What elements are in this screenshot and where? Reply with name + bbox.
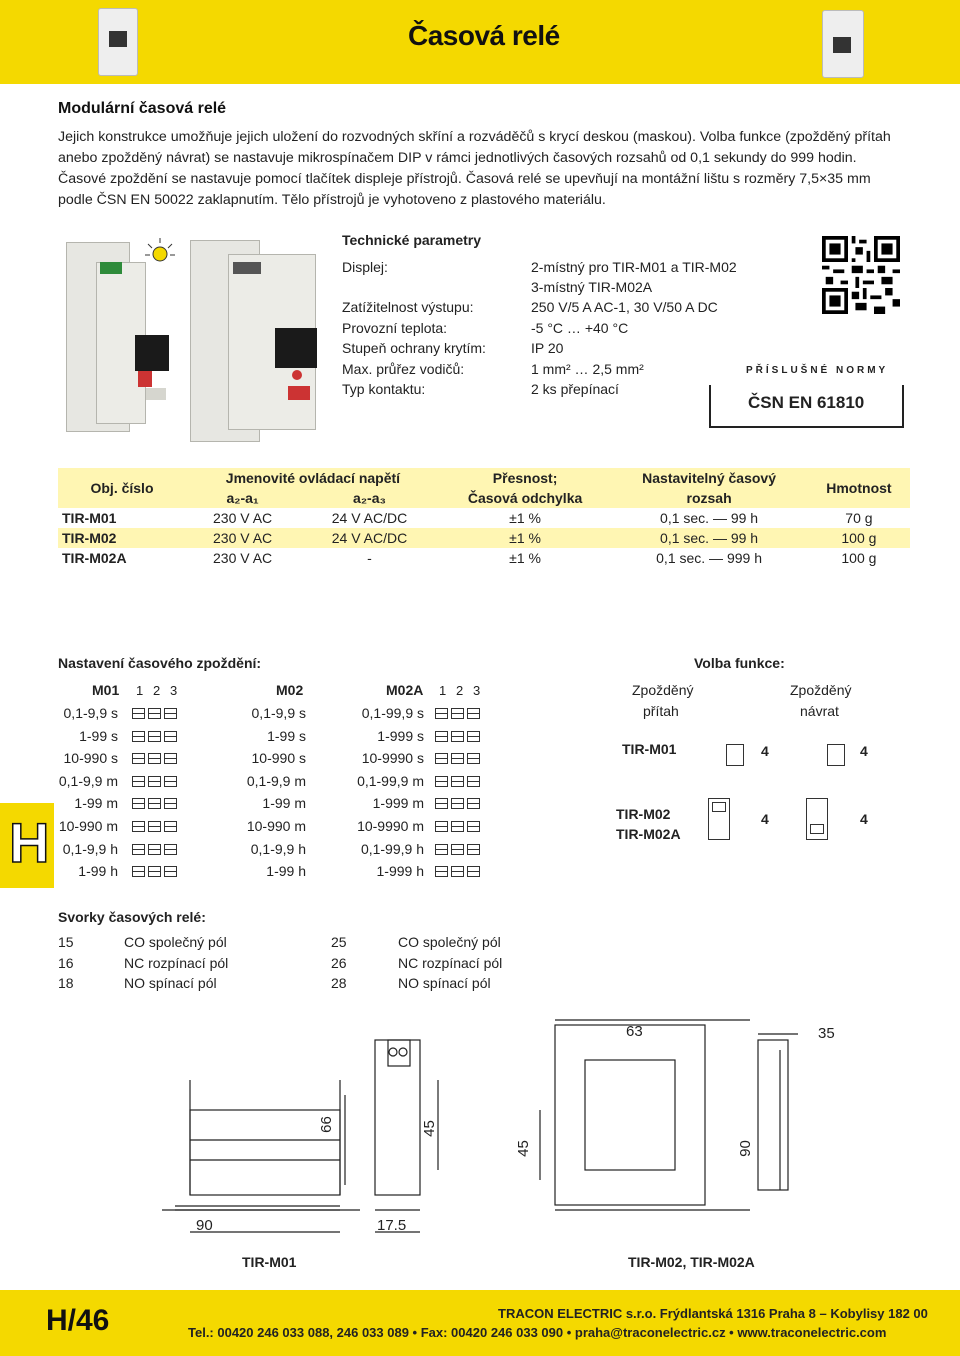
tech-label: Typ kontaktu: bbox=[342, 381, 426, 397]
dip-switch-lever bbox=[451, 776, 464, 787]
terminal-desc: NC rozpínací pól bbox=[124, 955, 229, 971]
table-header-row bbox=[58, 468, 910, 488]
dip-switch-icon bbox=[132, 753, 177, 764]
delay-range: 0,1-9,9 h bbox=[62, 840, 118, 857]
dip-switch-lever bbox=[132, 753, 145, 764]
norms-value: ČSN EN 61810 bbox=[748, 393, 865, 412]
delay-range: 0,1-9,9 h bbox=[250, 840, 306, 857]
dip-switch-lever bbox=[451, 798, 464, 809]
delay-range: 1-999 s bbox=[377, 727, 424, 744]
func-value: 4 bbox=[761, 743, 769, 759]
dip-switch-lever bbox=[164, 776, 177, 787]
m02-header: M02 bbox=[276, 682, 304, 698]
terminal-desc: NO spínací pól bbox=[398, 975, 491, 991]
dim-63: 63 bbox=[626, 1023, 643, 1040]
footer-contact[interactable]: Tel.: 00420 246 033 088, 246 033 089 • Fax: 00420 246 033 090 • praha@traconelectric.cz • www.traconelectric.com bbox=[188, 1325, 887, 1340]
header-range-2: rozsah bbox=[610, 488, 808, 508]
delay-range: 1-99 h bbox=[266, 863, 306, 880]
tech-label: Max. průřez vodičů: bbox=[342, 361, 465, 377]
dip-switch-icon bbox=[435, 753, 480, 764]
tech-label: Zatížitelnost výstupu: bbox=[342, 299, 474, 315]
func-col1-line1: Zpožděný bbox=[632, 682, 694, 698]
cell-a2a1: 230 V AC bbox=[186, 528, 299, 548]
dip-switch-icon bbox=[435, 866, 480, 877]
dip-switch-lever bbox=[132, 866, 145, 877]
cell-code: TIR-M02A bbox=[58, 548, 186, 568]
dip-switch-lever bbox=[467, 731, 480, 742]
dip-switch-lever bbox=[164, 821, 177, 832]
cell-accuracy: ±1 % bbox=[440, 528, 610, 548]
func-title: Volba funkce: bbox=[694, 655, 785, 671]
delay-range: 10-9990 m bbox=[357, 818, 424, 834]
terminal-number: 18 bbox=[58, 975, 74, 991]
dip-num: 3 bbox=[473, 683, 481, 698]
func-value: 4 bbox=[860, 811, 868, 827]
dip-switch-icon bbox=[132, 866, 177, 877]
dip-switch-lever bbox=[148, 798, 161, 809]
dim-45b: 45 bbox=[514, 1140, 532, 1157]
header-range-1: Nastavitelný časový bbox=[610, 468, 808, 488]
table-row bbox=[58, 528, 910, 548]
dip-switch-lever bbox=[467, 844, 480, 855]
cell-code: TIR-M02 bbox=[58, 528, 186, 548]
dip-switch-lever bbox=[148, 821, 161, 832]
dip-num: 1 bbox=[136, 683, 144, 698]
dim-35: 35 bbox=[818, 1025, 835, 1042]
cell-a2a3: - bbox=[299, 548, 440, 568]
terminal-number: 16 bbox=[58, 955, 74, 971]
terminal-number: 25 bbox=[331, 934, 347, 950]
dip-switch-lever bbox=[451, 708, 464, 719]
delay-title: Nastavení časového zpoždění: bbox=[58, 655, 262, 671]
delay-range: 0,1-9,9 s bbox=[63, 705, 118, 721]
dip-switch-lever bbox=[148, 844, 161, 855]
product-thumbnail-left bbox=[98, 8, 138, 76]
dip-switch-lever bbox=[467, 708, 480, 719]
dim-17-5: 17.5 bbox=[377, 1217, 407, 1234]
delay-range: 10-990 m bbox=[58, 818, 118, 834]
func-col2-line2: návrat bbox=[800, 703, 839, 719]
terminal-number: 26 bbox=[331, 955, 347, 971]
lightbulb-icon bbox=[142, 234, 178, 270]
delay-range: 10-990 s bbox=[251, 750, 306, 767]
tech-label: Provozní teplota: bbox=[342, 320, 448, 336]
dip-switch-lever bbox=[164, 708, 177, 719]
dip-switch-lever bbox=[132, 708, 145, 719]
dip-switch-lever bbox=[712, 802, 726, 812]
dip-switch-lever bbox=[148, 776, 161, 787]
dip-switch-icon bbox=[132, 798, 177, 809]
delay-range: 0,1-99,9 h bbox=[360, 840, 424, 857]
tech-value: -5 °C … +40 °C bbox=[531, 320, 629, 336]
func-row-m02a: TIR-M02A bbox=[616, 826, 681, 842]
delay-range: 1-99 m bbox=[262, 795, 306, 812]
cell-a2a3: 24 V AC/DC bbox=[299, 508, 440, 528]
dip-switch-icon bbox=[132, 731, 177, 742]
func-value: 4 bbox=[761, 811, 769, 827]
dip-switch-lever bbox=[467, 866, 480, 877]
dip-switch-icon bbox=[435, 798, 480, 809]
dip-switch-icon bbox=[132, 776, 177, 787]
section-title: Modulární časová relé bbox=[58, 100, 227, 117]
header-voltage: Jmenovité ovládací napětí bbox=[186, 468, 440, 488]
delay-range: 0,1-9,9 m bbox=[246, 772, 306, 789]
dip-switch-lever bbox=[164, 866, 177, 877]
cell-weight: 100 g bbox=[808, 548, 910, 568]
delay-range: 10-9990 s bbox=[361, 750, 424, 767]
dip-num: 2 bbox=[153, 683, 161, 698]
dip-switch-icon bbox=[435, 776, 480, 787]
dip-switch-icon bbox=[435, 708, 480, 719]
dip-switch-lever bbox=[451, 844, 464, 855]
terminal-number: 15 bbox=[58, 934, 74, 950]
m02a-header: M02A bbox=[386, 682, 424, 698]
header-a2a3: a₂-a₃ bbox=[299, 488, 440, 508]
terminal-number: 28 bbox=[331, 975, 347, 991]
dip-switch-lever bbox=[467, 753, 480, 764]
dip-switch-lever bbox=[451, 866, 464, 877]
tech-value: 1 mm² … 2,5 mm² bbox=[531, 361, 644, 377]
dim-66: 66 bbox=[317, 1116, 335, 1133]
dip-switch-lever bbox=[467, 821, 480, 832]
dip-switch-lever bbox=[435, 798, 448, 809]
product-thumbnail-right bbox=[822, 10, 864, 78]
dip-num: 2 bbox=[456, 683, 464, 698]
dip-switch-icon bbox=[827, 744, 845, 766]
tech-params-title: Technické parametry bbox=[342, 232, 482, 248]
dip-switch-lever bbox=[435, 753, 448, 764]
terminals-title: Svorky časových relé: bbox=[58, 909, 206, 925]
header-accuracy-2: Časová odchylka bbox=[440, 488, 610, 508]
dip-switch-lever bbox=[451, 821, 464, 832]
intro-paragraph: Jejich konstrukce umožňuje jejich uložení do rozvodných skříní a rozváděčů s krycí deskou (maskou). Volba funkce (zpožděný přítah anebo zpožděný návrat) se nastavuje mikrospínačem DIP v rámci jednotlivých časových rozsahů od 0,1 sekundy do 999 hodin. Časové zpoždění se nastavuje pomocí tlačítek displeje přístrojů. Časová relé se upevňují na montážní lištu s rozměry 7,5×35 mm podle ČSN EN 50022 zaklapnutím. Tělo přístrojů je vyhotoveno z plastového materiálu. bbox=[58, 129, 891, 208]
delay-range: 1-99 s bbox=[79, 727, 118, 744]
dim-90b: 90 bbox=[736, 1140, 754, 1157]
header-accuracy-1: Přesnost; bbox=[440, 468, 610, 488]
dip-switch-lever bbox=[132, 821, 145, 832]
tech-value: 2-místný pro TIR-M01 a TIR-M02 bbox=[531, 259, 737, 275]
dip-switch-lever bbox=[435, 844, 448, 855]
dip-switch-lever bbox=[148, 753, 161, 764]
dip-switch-lever bbox=[132, 731, 145, 742]
dip-switch-icon bbox=[132, 708, 177, 719]
page-title: Časová relé bbox=[408, 20, 560, 51]
cell-range: 0,1 sec. — 999 h bbox=[610, 548, 808, 568]
dip-switch-lever bbox=[435, 866, 448, 877]
tech-value: 250 V/5 A AC-1, 30 V/50 A DC bbox=[531, 299, 718, 315]
dip-switch-lever bbox=[132, 776, 145, 787]
dip-switch-lever bbox=[132, 798, 145, 809]
tech-value: 3-místný TIR-M02A bbox=[531, 279, 653, 295]
footer-bar bbox=[0, 1290, 960, 1356]
dip-switch-icon bbox=[435, 731, 480, 742]
dip-switch-lever bbox=[164, 753, 177, 764]
delay-range: 1-999 h bbox=[376, 863, 424, 880]
dip-switch-lever bbox=[164, 798, 177, 809]
norms-caption: PŘÍSLUŠNÉ NORMY bbox=[746, 365, 889, 376]
footer-address: TRACON ELECTRIC s.r.o. Frýdlantská 1316 Praha 8 – Kobylisy 182 00 bbox=[498, 1306, 928, 1321]
dip-num: 3 bbox=[170, 683, 178, 698]
dip-switch-icon bbox=[435, 844, 480, 855]
dim-45: 45 bbox=[420, 1120, 438, 1137]
dip-switch-lever bbox=[435, 708, 448, 719]
dip-switch-lever bbox=[148, 866, 161, 877]
header-a2a1: a₂-a₁ bbox=[186, 488, 299, 508]
dip-switch-lever bbox=[467, 776, 480, 787]
delay-range: 1-999 m bbox=[372, 795, 424, 812]
terminal-desc: CO společný pól bbox=[398, 934, 501, 950]
dip-switch-icon bbox=[726, 744, 744, 766]
cell-code: TIR-M01 bbox=[58, 508, 186, 528]
table-header-row bbox=[58, 488, 910, 508]
terminal-desc: CO společný pól bbox=[124, 934, 227, 950]
dip-switch-lever bbox=[148, 708, 161, 719]
delay-range: 0,1-9,9 m bbox=[58, 772, 118, 789]
dip-switch-lever bbox=[435, 821, 448, 832]
cell-range: 0,1 sec. — 99 h bbox=[610, 508, 808, 528]
delay-range: 0,1-9,9 s bbox=[251, 705, 306, 721]
dip-switch-lever bbox=[451, 731, 464, 742]
dip-switch-lever bbox=[132, 844, 145, 855]
dip-num: 1 bbox=[439, 683, 447, 698]
func-col2-line1: Zpožděný bbox=[790, 682, 852, 698]
header-obj: Obj. číslo bbox=[58, 468, 186, 508]
tech-value: 2 ks přepínací bbox=[531, 381, 619, 397]
delay-range: 10-990 m bbox=[246, 818, 306, 834]
dip-switch-lever bbox=[435, 776, 448, 787]
dip-switch-lever bbox=[451, 753, 464, 764]
func-row-m01: TIR-M01 bbox=[622, 741, 677, 757]
section-tab-letter: H bbox=[9, 811, 50, 874]
tech-value: IP 20 bbox=[531, 340, 564, 356]
dim-90: 90 bbox=[196, 1217, 213, 1234]
dip-switch-lever bbox=[148, 731, 161, 742]
delay-range: 1-99 s bbox=[267, 727, 306, 744]
terminal-desc: NO spínací pól bbox=[124, 975, 217, 991]
delay-range: 0,1-99,9 m bbox=[357, 772, 424, 789]
qr-code[interactable] bbox=[822, 236, 900, 314]
cell-accuracy: ±1 % bbox=[440, 548, 610, 568]
page-number: H/46 bbox=[46, 1304, 110, 1337]
dip-switch-lever bbox=[810, 824, 824, 834]
func-value: 4 bbox=[860, 743, 868, 759]
cell-a2a3: 24 V AC/DC bbox=[299, 528, 440, 548]
cell-weight: 100 g bbox=[808, 528, 910, 548]
cell-a2a1: 230 V AC bbox=[186, 548, 299, 568]
delay-range: 0,1-99,9 s bbox=[361, 705, 424, 721]
drawing-caption-m01: TIR-M01 bbox=[242, 1254, 297, 1270]
tech-label: Stupeň ochrany krytím: bbox=[342, 340, 486, 356]
tech-label: Displej: bbox=[342, 259, 388, 275]
cell-accuracy: ±1 % bbox=[440, 508, 610, 528]
order-table bbox=[58, 468, 910, 568]
dip-switch-lever bbox=[164, 731, 177, 742]
dip-switch-lever bbox=[164, 844, 177, 855]
func-row-m02: TIR-M02 bbox=[616, 806, 671, 822]
dip-switch-icon bbox=[132, 844, 177, 855]
cell-weight: 70 g bbox=[808, 508, 910, 528]
dip-switch-lever bbox=[435, 731, 448, 742]
dip-switch-icon bbox=[132, 821, 177, 832]
terminal-desc: NC rozpínací pól bbox=[398, 955, 503, 971]
table-row bbox=[58, 548, 910, 568]
cell-a2a1: 230 V AC bbox=[186, 508, 299, 528]
dimension-drawing bbox=[150, 1010, 800, 1250]
delay-range: 10-990 s bbox=[63, 750, 118, 767]
delay-range: 1-99 m bbox=[74, 795, 118, 812]
dip-switch-lever bbox=[467, 798, 480, 809]
func-col1-line2: přítah bbox=[643, 703, 679, 719]
cell-range: 0,1 sec. — 99 h bbox=[610, 528, 808, 548]
drawing-caption-m02: TIR-M02, TIR-M02A bbox=[628, 1254, 755, 1270]
dip-switch-icon bbox=[435, 821, 480, 832]
table-row bbox=[58, 508, 910, 528]
delay-range: 1-99 h bbox=[78, 863, 118, 880]
m01-header: M01 bbox=[92, 682, 120, 698]
header-weight: Hmotnost bbox=[808, 468, 910, 508]
